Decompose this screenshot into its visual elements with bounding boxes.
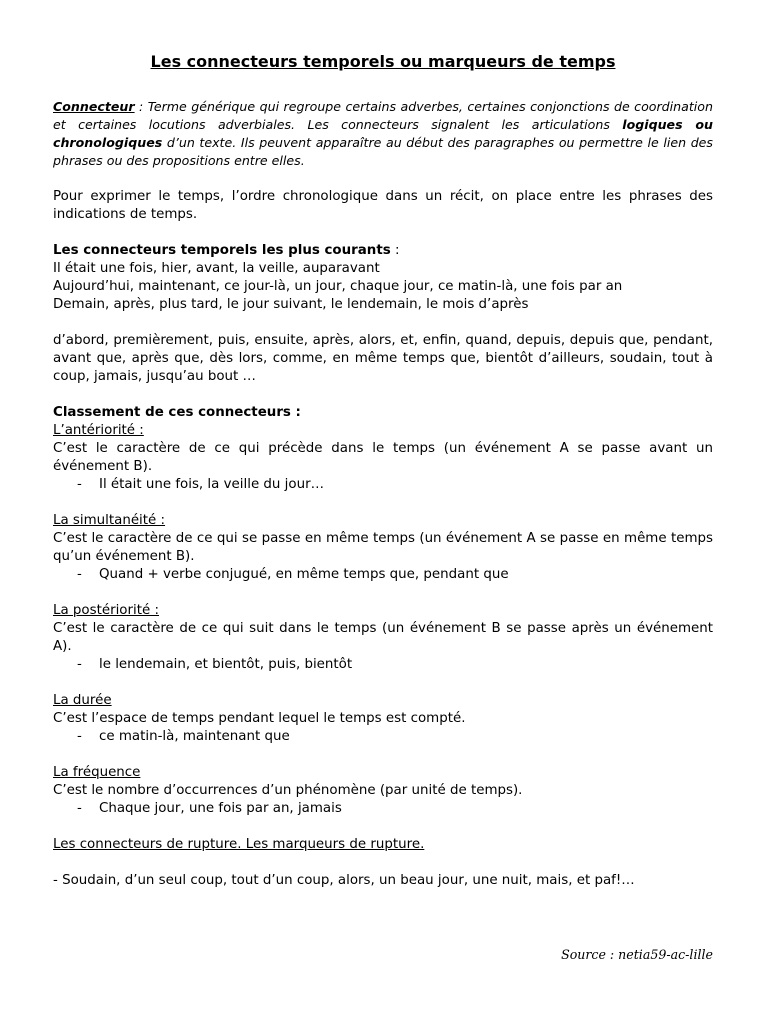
section-title: L’antériorité : [53,423,144,438]
section-example: - le lendemain, et bientôt, puis, bientôt [77,657,353,672]
bullet-dash: - [77,657,82,672]
section-posteriorite [53,602,713,674]
document-page [53,52,713,890]
section-example: - Quand + verbe conjugué, en même temps que, pendant que [77,567,509,582]
source-credit: Source : netia59-ac-lille [561,947,713,962]
section-title: La fréquence [53,765,141,780]
intro-paragraph: Pour exprimer le temps, l’ordre chronologique dans un récit, on place entre les phrases des indications de temps. [53,189,713,222]
rupture-heading: Les connecteurs de rupture. Les marqueurs de rupture. [53,837,425,852]
definition-text-1: : Terme générique qui regroupe certains adverbes, certaines conjonctions de coordination et certaines locutions adverbiales. Les connecteurs signalent les articulations [53,99,713,132]
common-heading-colon: : [390,243,400,258]
section-title: La simultanéité : [53,513,166,528]
bullet-dash: - [77,567,82,582]
definition-paragraph [53,98,713,170]
document-title: Les connecteurs temporels ou marqueurs de temps [150,52,616,71]
section-duree [53,692,713,746]
bullet-dash: - [77,729,82,744]
section-simultaneite [53,512,713,584]
section-anteriorite [53,422,713,494]
section-example: - Il était une fois, la veille du jour… [77,477,324,492]
section-text: C’est le caractère de ce qui précède dans le temps (un événement A se passe avant un événement B). [53,441,713,474]
bullet-dash: - [77,801,82,816]
definition-term: Connecteur [53,99,135,114]
common-line-2: Aujourd’hui, maintenant, ce jour-là, un jour, chaque jour, ce matin-là, une fois par an [53,279,623,294]
connector-list: d’abord, premièrement, puis, ensuite, après, alors, et, enfin, quand, depuis, depuis que, pendant, avant que, après que, dès lors, comme, en même temps que, bientôt d’ailleurs, soudain, tout à coup, jamais, jusqu’au bout … [53,333,713,384]
bullet-dash: - [77,477,82,492]
common-line-3: Demain, après, plus tard, le jour suivant, le lendemain, le mois d’après [53,297,529,312]
section-example: - Chaque jour, une fois par an, jamais [77,801,342,816]
common-heading-line [53,242,713,260]
definition-text-2: d’un texte. Ils peuvent apparaître au début des paragraphes ou permettre le lien des phrases ou des propositions entre elles. [53,135,713,168]
section-text: C’est le nombre d’occurrences d’un phénomène (par unité de temps). [53,783,523,798]
section-title: La durée [53,693,112,708]
section-text: C’est le caractère de ce qui se passe en même temps (un événement A se passe en même temps qu’un événement B). [53,531,713,564]
section-text: C’est l’espace de temps pendant lequel le temps est compté. [53,711,466,726]
classement-heading: Classement de ces connecteurs : [53,405,301,420]
section-text: C’est le caractère de ce qui suit dans le temps (un événement B se passe après un événement A). [53,621,713,654]
common-line-1: Il était une fois, hier, avant, la veille, auparavant [53,261,380,276]
section-frequence [53,764,713,818]
rupture-text: - Soudain, d’un seul coup, tout d’un coup, alors, un beau jour, une nuit, mais, et paf!… [53,873,635,888]
section-example: - ce matin-là, maintenant que [77,729,290,744]
definition-bold: logiques ou chronologiques [53,117,713,150]
section-title: La postériorité : [53,603,159,618]
common-heading: Les connecteurs temporels les plus courants [53,243,391,258]
